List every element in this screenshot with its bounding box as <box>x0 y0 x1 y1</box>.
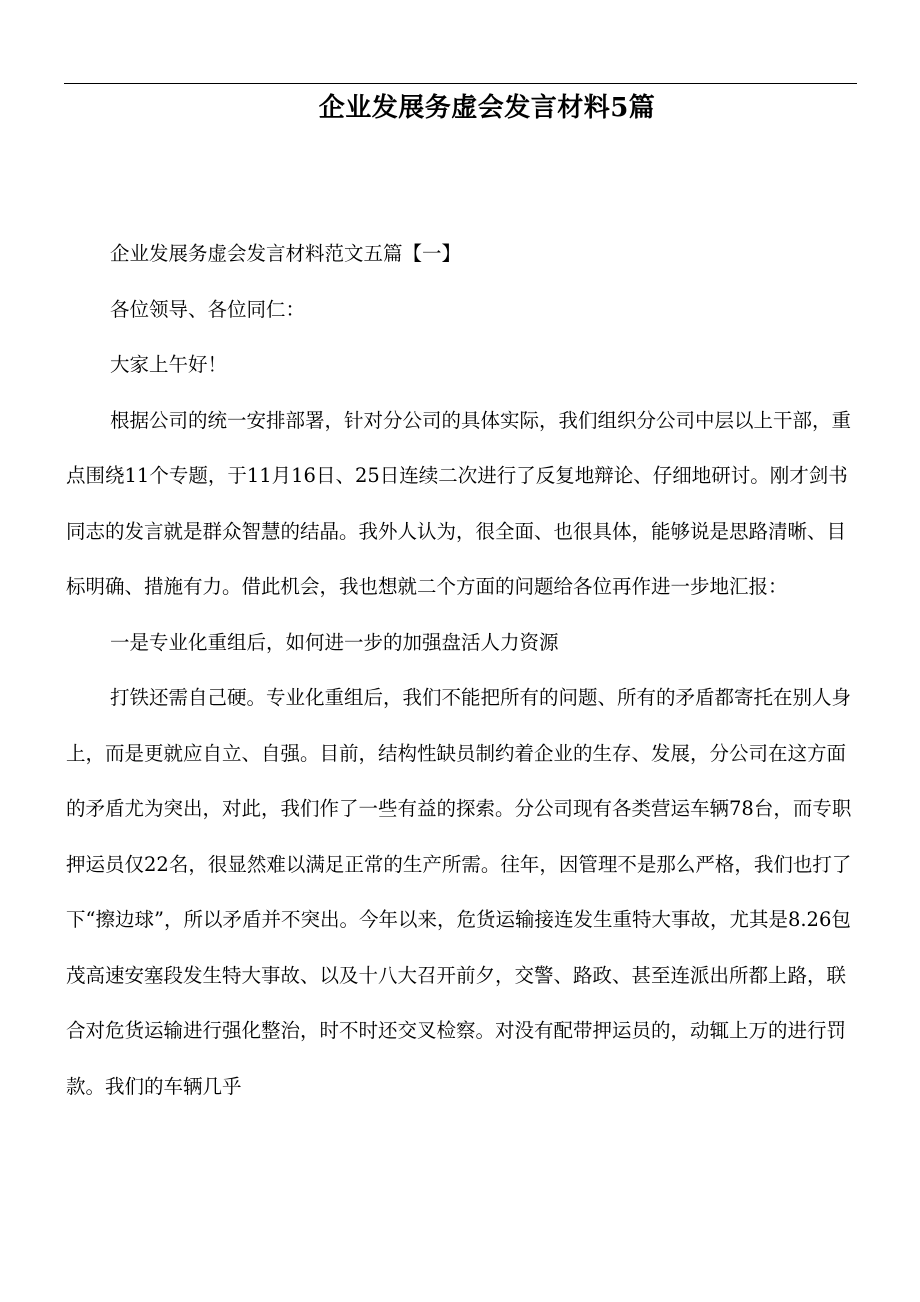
paragraph-introduction: 根据公司的统一安排部署，针对分公司的具体实际，我们组织分公司中层以上干部，重点围绕11个专题，于11月16日、25日连续二次进行了反复地辩论、仔细地研讨。刚才剑书同志的发言就是群众智慧的结晶。我外人认为，很全面、也很具体，能够说是思路清晰、目标明确、措施有力。借此机会，我也想就二个方面的问题给各位再作进一步地汇报： <box>66 408 852 598</box>
paragraph-point-one-heading: 一是专业化重组后，如何进一步的加强盘活人力资源 <box>110 630 559 654</box>
paragraph-salutation: 各位领导、各位同仁： <box>110 297 306 321</box>
document-body <box>66 226 856 1114</box>
document-title: 企业发展务虚会发言材料5篇 <box>318 93 656 123</box>
paragraph-section-heading: 企业发展务虚会发言材料范文五篇【一】 <box>110 242 462 265</box>
header-rule <box>64 83 857 84</box>
paragraph-greeting: 大家上午好！ <box>110 353 228 376</box>
paragraph-point-one-body: 打铁还需自己硬。专业化重组后，我们不能把所有的问题、所有的矛盾都寄托在别人身上，而是更就应自立、自强。目前，结构性缺员制约着企业的生存、发展，分公司在这方面的矛盾尤为突出，对此，我们作了一些有益的探索。分公司现有各类营运车辆78台，而专职押运员仅22名，很显然难以满足正常的生产所需。往年，因管理不是那么严格，我们也打了下“擦边球”，所以矛盾并不突出。今年以来，危货运输接连发生重特大事故，尤其是8.26包茂高速安塞段发生特大事故、以及十八大召开前夕，交警、路政、甚至连派出所都上路，联合对危货运输进行强化整治，时不时还交叉检察。对没有配带押运员的，动辄上万的进行罚款。我们的车辆几乎 <box>66 686 852 1098</box>
